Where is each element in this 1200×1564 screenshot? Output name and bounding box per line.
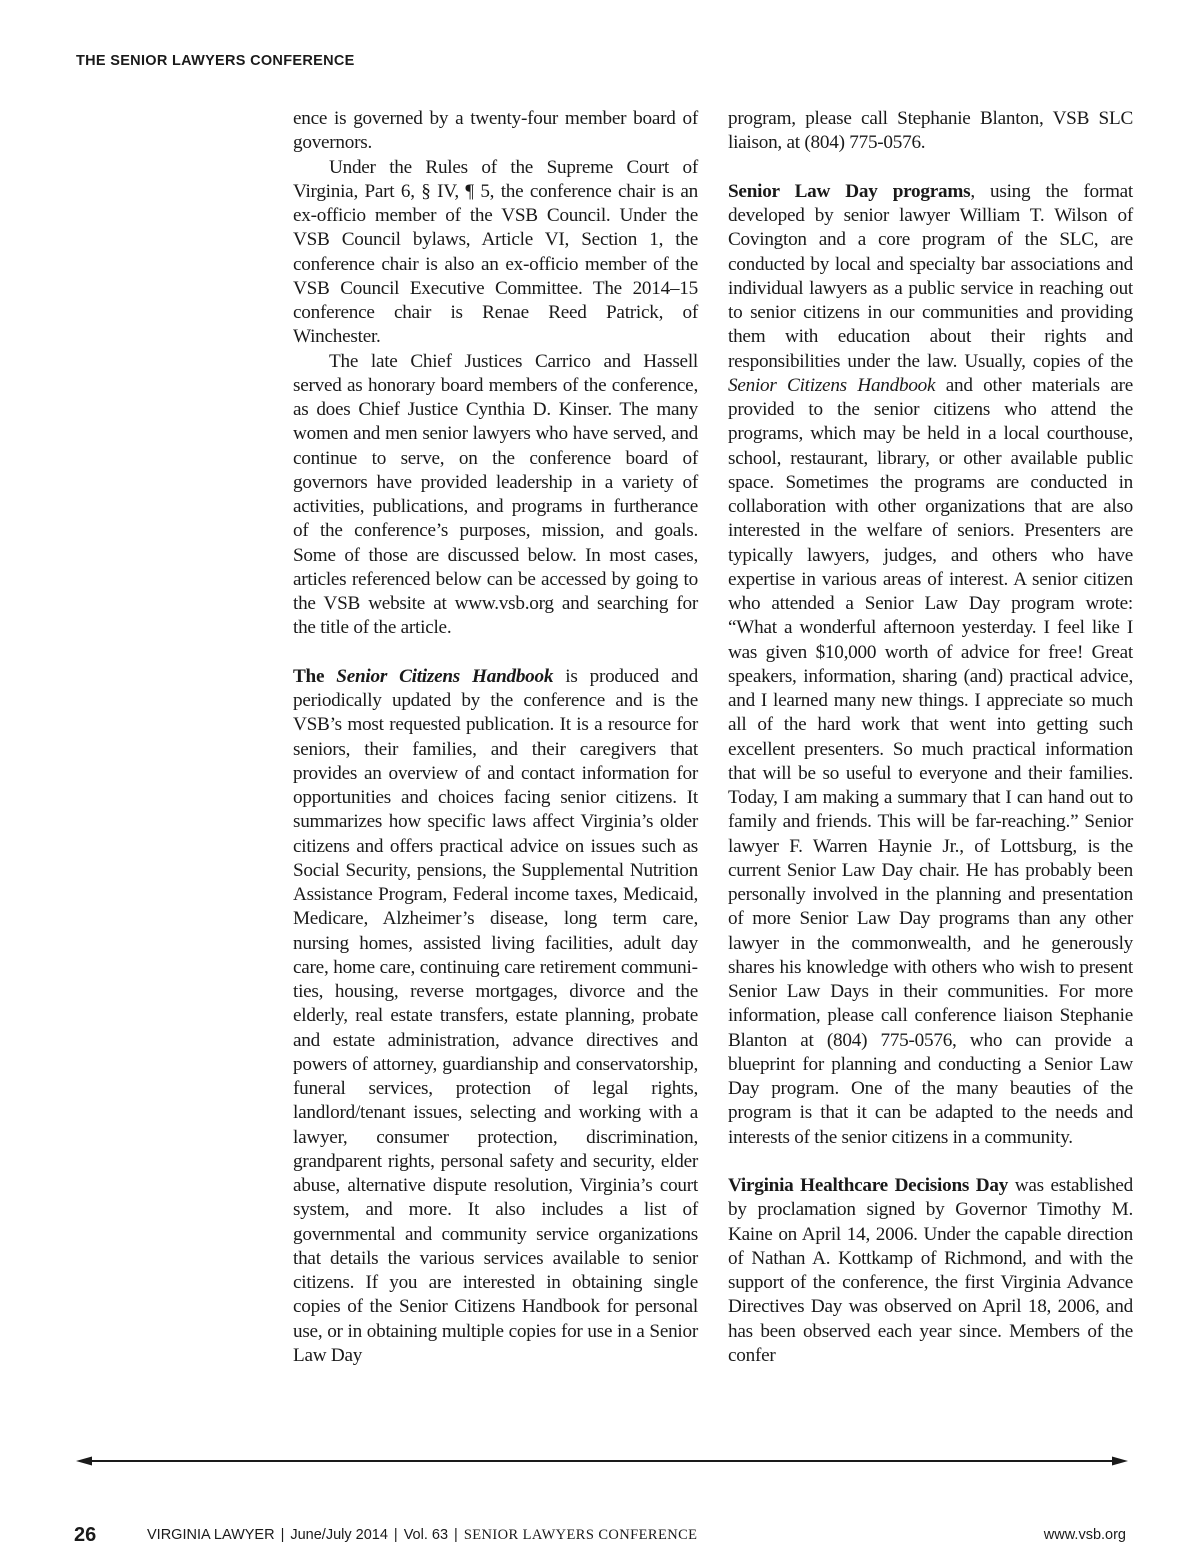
footer-section-name: SENIOR LAWYERS CONFERENCE [463, 1527, 698, 1543]
left-arrowhead-icon [76, 1457, 92, 1466]
lead-in-handbook-title: Senior Citizens Handbook [336, 665, 554, 687]
website-link[interactable]: www.vsb.org [1043, 1527, 1126, 1543]
senior-law-day-paragraph [728, 180, 1133, 1150]
paragraph: program, please call Stephanie Blanton, VSB SLC liaison, at (804) 775-0576. [728, 108, 1133, 154]
page-footer [0, 1524, 1200, 1554]
magazine-name: VIRGINIA LAWYER [147, 1527, 275, 1543]
issue-date: June/July 2014 [290, 1527, 388, 1543]
healthcare-decisions-paragraph [728, 1174, 1133, 1368]
paragraph-body: , using the format developed by senior lawyer William T. Wilson of Covington and a core program of the SLC, are conducted by local and specialty bar associations and individual lawyers as a public service in reaching out to senior citizens in our communities and providing them with education about their rights and responsibilities under the law. Usually, copies of the [728, 180, 1133, 372]
paragraph: ence is governed by a twenty-four member board of governors. [293, 108, 698, 154]
separator: | [280, 1527, 285, 1543]
paragraph-body: is produced and periodically updated by the conference and is the VSB’s most requested publication. It is a resource for seniors, their families, and their caregivers that provides an overview of and contact information for opportunities and choices facing senior citizens. It summarizes how specific laws affect Virginia’s older citizens and offers practical advice on issues such as Social Security, pensions, the Supplemental Nutrition Assistance Program, Federal income taxes, Medicaid, Medicare, Alzheimer’s disease, long term care, nursing homes, assisted living facilities, adult day care, home care, continuing care retirement communities, housing, reverse mortgages, divorce and the elderly, real estate transfers, estate planning, probate and estate administration, advance directives and powers of attorney, guardianship and conservatorship, funeral services, protection of legal rights, landlord/tenant issues, selecting and working with a lawyer, consumer protection, discrimination, grandparent rights, personal safety and security, elder abuse, alternative dispute resolution, Virginia’s court system, and more. It also includes a list of governmental and community service organizations that details the various services available to senior citizens. If you are interested in obtaining single copies of the Senior Citizens Handbook for personal use, or in obtaining multiple copies for use in a Senior Law Day [293, 665, 698, 1366]
left-column [293, 107, 698, 1368]
paragraph: Under the Rules of the Supreme Court of Virginia, Part 6, § IV, ¶ 5, the conference chair is an ex-officio member of the VSB Council. Under the VSB Council bylaws, Article VI, Section 1, the conference chair is also an ex-officio member of the VSB Council Executive Committee. The 2014–15 conference chair is Renae Reed Patrick, of Winchester. [293, 156, 698, 348]
right-column [728, 107, 1133, 1368]
footer-arrow-rule [76, 1453, 1128, 1469]
volume: Vol. 63 [403, 1527, 449, 1543]
paragraph-body: and other materials are provided to the senior citizens who attend the programs, which may be held in a local courthouse, school, restaurant, library, or other available public space. Sometimes the programs are conducted in collaboration with other organizations that are also interested in the welfare of seniors. Presenters are typically lawyers, judges, and others who have expertise in various areas of interest. A senior citizen who attended a Senior Law Day program wrote: “What a wonderful afternoon yesterday. I feel like I was given $10,000 worth of advice for free! Great speakers, information, sharing (and) practical advice, and I learned many new things. I appreciate so much all of the hard work that went into getting such excellent presenters. So much practical information that will be so useful to everyone and their families. Today, I am making a summary that I can hand out to family and friends. This will be far-reaching.” Senior lawyer F. Warren Haynie Jr., of Lottsburg, is the current Senior Law Day chair. He has probably been personally involved in the planning and presentation of more Senior Law Day programs than any other lawyer in the commonwealth, and he generously shares his knowledge with others who wish to present Senior Law Days in their communities. For more information, please call conference liaison Stephanie Blanton at (804) 775-0576, who can provide a blueprint for planning and conducting a Senior Law Day program. One of the many beauties of the program is that it can be adapted to the needs and interests of the senior citizens in a community. [728, 374, 1134, 1148]
lead-in-healthcare-decisions-day: Virginia Healthcare Decisions Day [728, 1175, 1009, 1196]
lead-in-the: The [293, 665, 325, 687]
footer-masthead [147, 1527, 697, 1544]
italic-handbook-title: Senior Citizens Handbook [728, 374, 936, 396]
paragraph-body: was established by proclamation signed by Governor Timothy M. Kaine on April 14, 2006. Under the capable direction of Nathan A. Kottkamp of Richmond, and with the support of the conference, the first Virginia Advance Directives Day was observed on April 18, 2006, and has been observed each year since. Members of the confer [728, 1175, 1133, 1366]
page-number: 26 [74, 1524, 97, 1546]
separator: | [393, 1527, 398, 1543]
paragraph: The late Chief Justices Carrico and Hassell served as honorary board members of the conference, as does Chief Justice Cynthia D. Kinser. The many women and men senior lawyers who have served, and continue to serve, on the conference board of governors have provided leadership in a variety of activities, publications, and programs in furtherance of the conference’s purposes, mission, and goals. Some of those are discussed below. In most cases, articles referenced below can be accessed by going to the VSB website at www.vsb.org and searching for the title of the article. [293, 350, 698, 639]
right-arrowhead-icon [1112, 1457, 1128, 1466]
handbook-paragraph [293, 665, 698, 1368]
separator: | [454, 1527, 458, 1543]
section-header: THE SENIOR LAWYERS CONFERENCE [76, 53, 355, 69]
lead-in-senior-law-day: Senior Law Day programs [728, 180, 971, 202]
